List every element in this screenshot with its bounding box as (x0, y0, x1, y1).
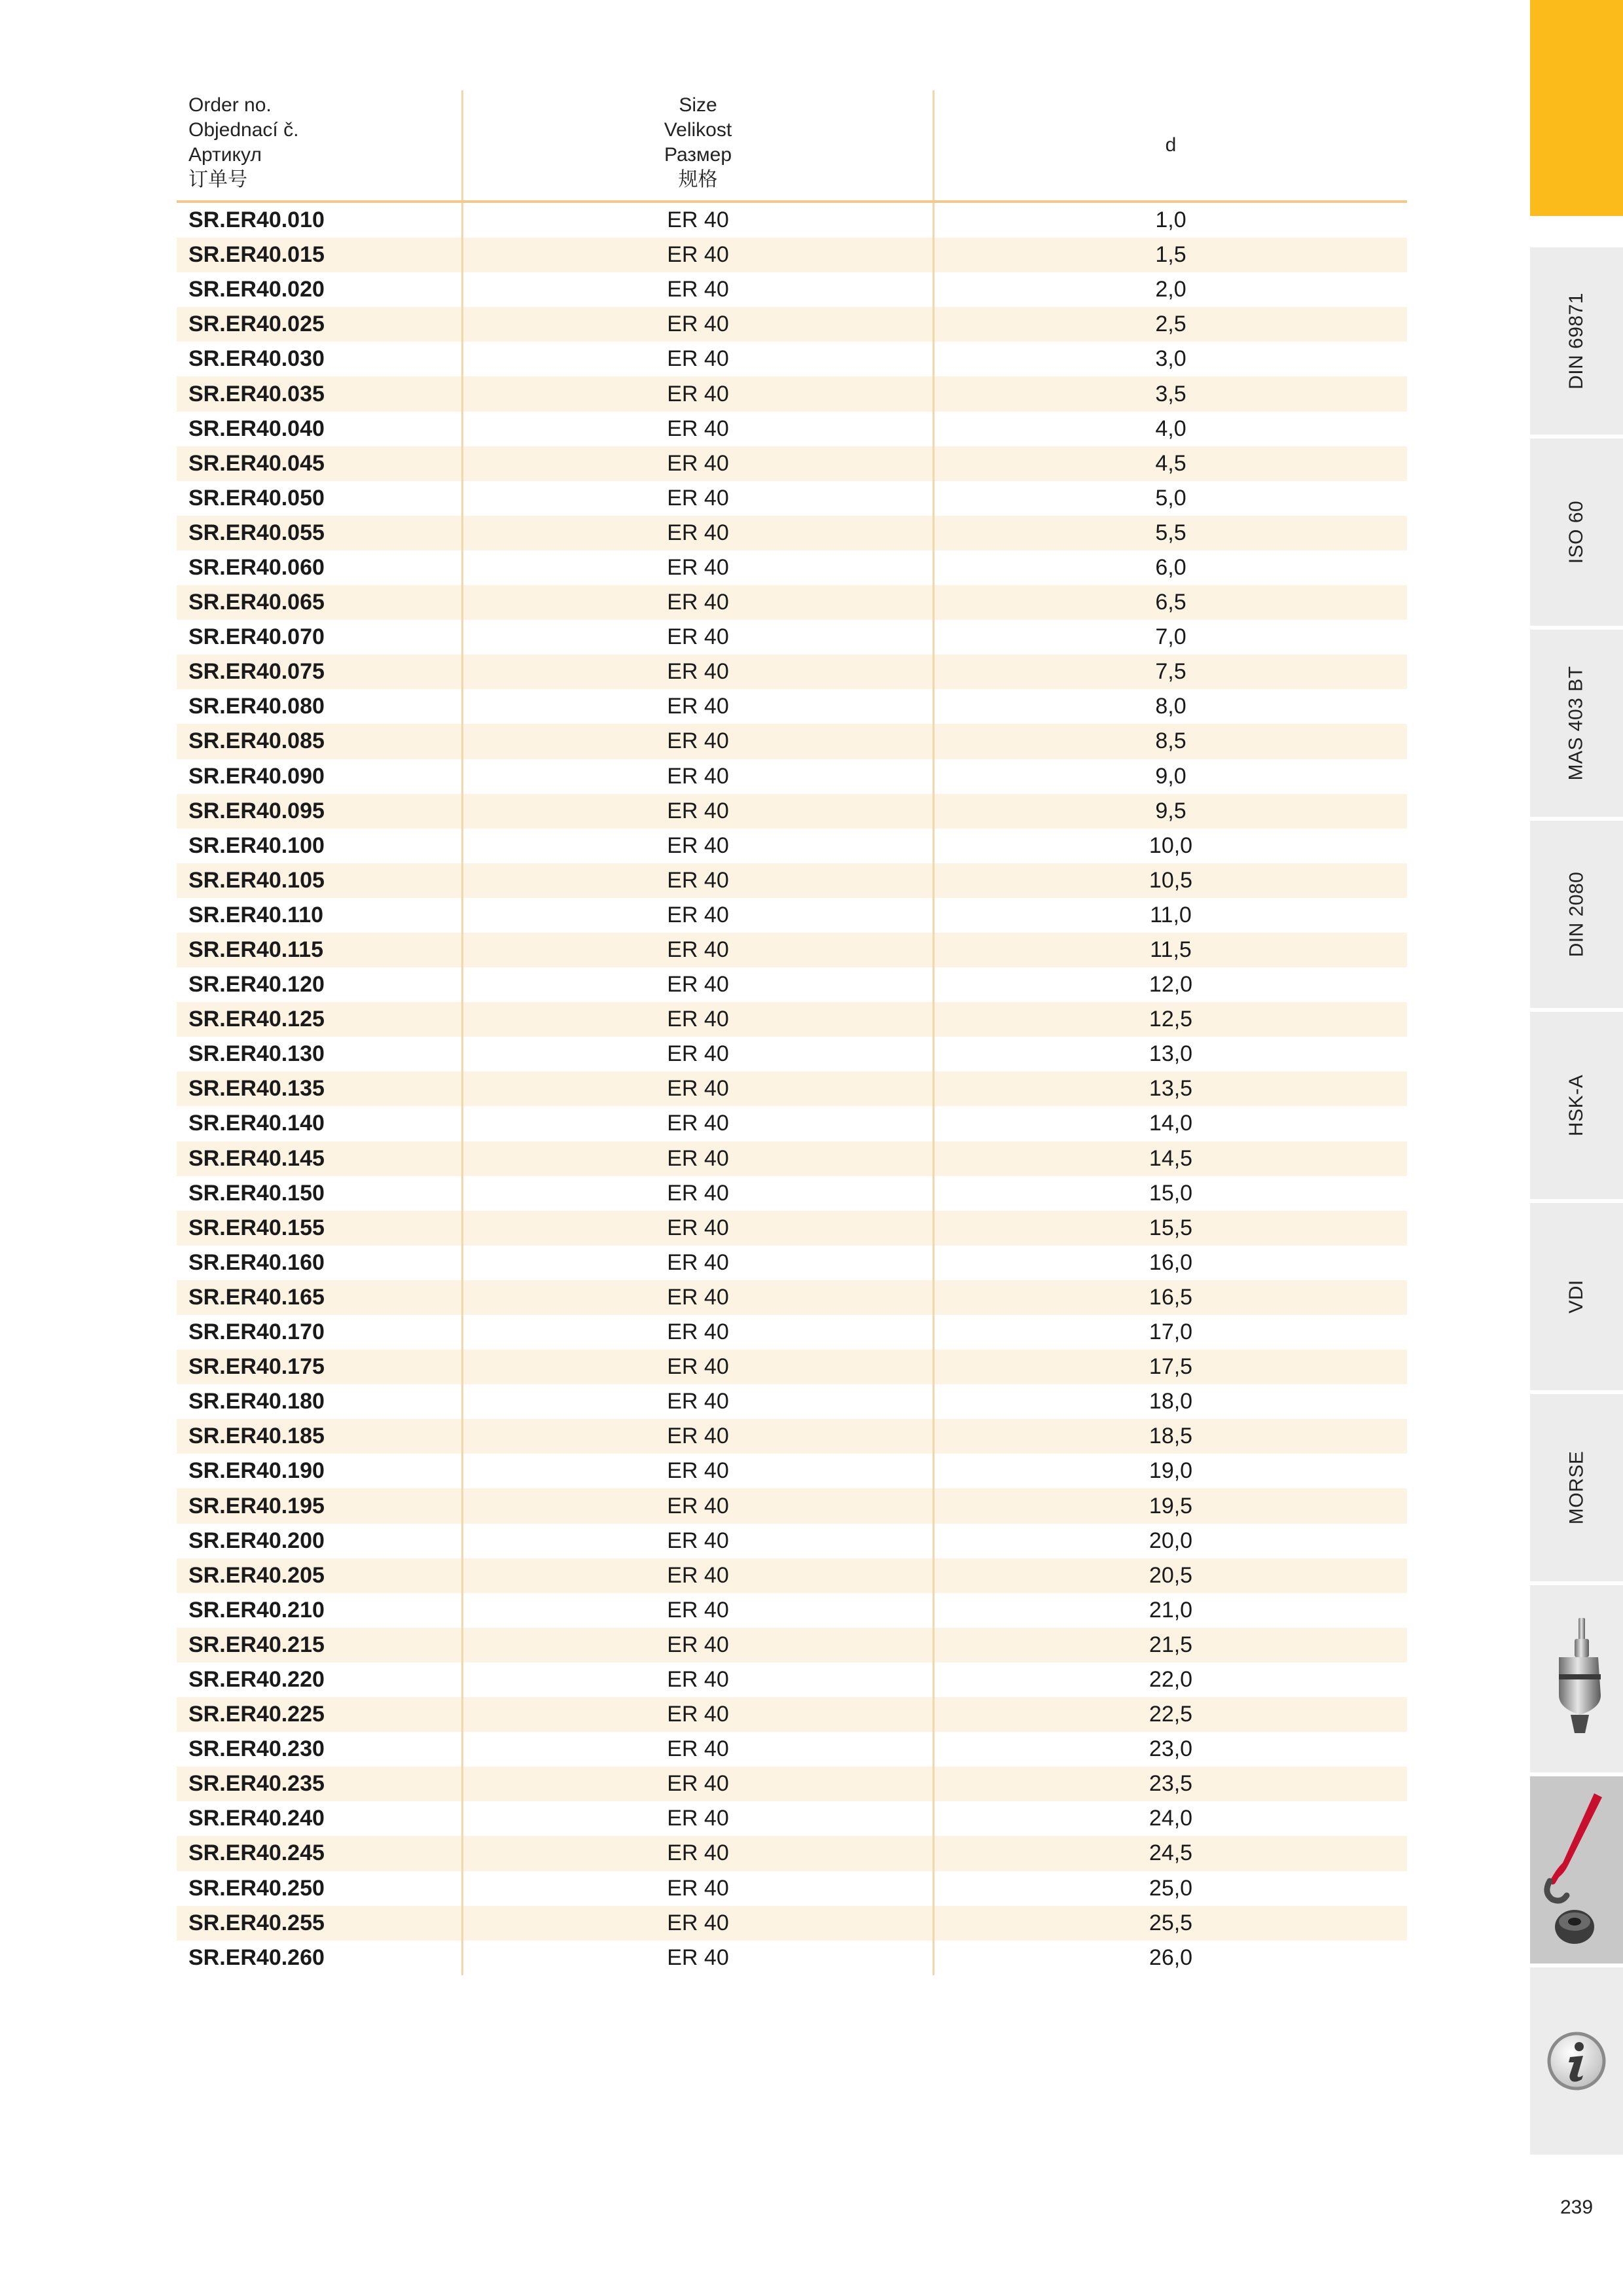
order-no-cell: SR.ER40.250 (177, 1871, 463, 1906)
table-row (177, 1002, 1407, 1037)
order-no-cell: SR.ER40.190 (177, 1454, 463, 1488)
table-body (177, 203, 1407, 1975)
order-no-cell: SR.ER40.170 (177, 1315, 463, 1350)
size-cell: ER 40 (463, 829, 935, 863)
table-row (177, 585, 1407, 620)
table-row (177, 794, 1407, 829)
size-cell: ER 40 (463, 863, 935, 898)
order-no-cell: SR.ER40.185 (177, 1419, 463, 1454)
size-cell: ER 40 (463, 1906, 935, 1941)
diameter-cell: 4,0 (1155, 416, 1186, 441)
size-cell: ER 40 (463, 1628, 935, 1662)
diameter-cell: 23,5 (1149, 1771, 1193, 1797)
order-no-cell: SR.ER40.115 (177, 933, 463, 967)
header-order-no: Order no. Objednací č. Артикул 订单号 (177, 90, 463, 200)
size-cell: ER 40 (463, 1871, 935, 1906)
table-row (177, 238, 1407, 272)
table-row (177, 516, 1407, 550)
order-no-cell: SR.ER40.210 (177, 1593, 463, 1628)
diameter-cell: 11,0 (1150, 902, 1192, 927)
order-no-cell: SR.ER40.235 (177, 1767, 463, 1801)
order-no-cell: SR.ER40.140 (177, 1106, 463, 1141)
size-cell: ER 40 (463, 1697, 935, 1732)
table-row (177, 1628, 1407, 1662)
order-no-cell: SR.ER40.200 (177, 1524, 463, 1558)
order-no-cell: SR.ER40.150 (177, 1176, 463, 1211)
size-cell: ER 40 (463, 1141, 935, 1176)
table-row (177, 1454, 1407, 1488)
size-cell: ER 40 (463, 655, 935, 689)
diameter-cell: 5,0 (1155, 485, 1186, 511)
size-cell: ER 40 (463, 933, 935, 967)
order-no-cell: SR.ER40.065 (177, 585, 463, 620)
size-cell: ER 40 (463, 1350, 935, 1384)
diameter-cell: 26,0 (1149, 1945, 1193, 1970)
table-row (177, 1697, 1407, 1732)
table-row (177, 1037, 1407, 1071)
size-cell: ER 40 (463, 1836, 935, 1871)
diameter-cell: 25,5 (1149, 1910, 1193, 1935)
table-row (177, 1662, 1407, 1697)
size-cell: ER 40 (463, 446, 935, 481)
table-row (177, 550, 1407, 585)
diameter-cell: 7,0 (1155, 624, 1186, 650)
section-sidebar (1530, 0, 1623, 2155)
order-no-cell: SR.ER40.085 (177, 724, 463, 759)
diameter-cell: 22,0 (1149, 1666, 1193, 1692)
size-cell: ER 40 (463, 481, 935, 516)
order-no-cell: SR.ER40.145 (177, 1141, 463, 1176)
header-d: d (1165, 134, 1177, 156)
tab-hsk-a[interactable]: HSK-A (1530, 1012, 1623, 1199)
size-cell: ER 40 (463, 620, 935, 655)
table-row (177, 1558, 1407, 1593)
diameter-cell: 19,0 (1149, 1458, 1193, 1484)
table-row (177, 1071, 1407, 1106)
table-row (177, 342, 1407, 376)
order-no-cell: SR.ER40.175 (177, 1350, 463, 1384)
sidebar-accent-block (1530, 0, 1623, 216)
size-cell: ER 40 (463, 1801, 935, 1836)
tab-vdi[interactable]: VDI (1530, 1203, 1623, 1390)
order-no-cell: SR.ER40.240 (177, 1801, 463, 1836)
diameter-cell: 1,5 (1155, 242, 1186, 268)
diameter-cell: 24,0 (1149, 1806, 1193, 1831)
diameter-cell: 20,5 (1149, 1562, 1193, 1588)
tab-mas-403-bt[interactable]: MAS 403 BT (1530, 630, 1623, 817)
order-no-cell: SR.ER40.035 (177, 376, 463, 411)
table-row (177, 1767, 1407, 1801)
order-no-cell: SR.ER40.030 (177, 342, 463, 376)
size-cell: ER 40 (463, 724, 935, 759)
table-row (177, 1176, 1407, 1211)
order-no-cell: SR.ER40.205 (177, 1558, 463, 1593)
table-row (177, 689, 1407, 724)
diameter-cell: 10,5 (1149, 867, 1193, 893)
order-no-cell: SR.ER40.160 (177, 1246, 463, 1280)
size-cell: ER 40 (463, 342, 935, 376)
diameter-cell: 14,5 (1149, 1145, 1193, 1171)
diameter-cell: 20,0 (1149, 1528, 1193, 1553)
table-row (177, 1941, 1407, 1975)
table-row (177, 863, 1407, 898)
table-row (177, 898, 1407, 933)
drill-chuck-icon (1547, 1617, 1606, 1741)
order-no-cell: SR.ER40.135 (177, 1071, 463, 1106)
diameter-cell: 15,5 (1149, 1215, 1193, 1240)
table-row (177, 1488, 1407, 1523)
order-no-cell: SR.ER40.040 (177, 412, 463, 446)
diameter-cell: 5,5 (1155, 520, 1186, 545)
tab-morse[interactable]: MORSE (1530, 1394, 1623, 1581)
size-cell: ER 40 (463, 1732, 935, 1767)
diameter-cell: 19,5 (1149, 1493, 1193, 1518)
diameter-cell: 1,0 (1155, 207, 1186, 233)
size-cell: ER 40 (463, 1002, 935, 1037)
diameter-cell: 24,5 (1149, 1840, 1193, 1866)
tab-iso-60[interactable]: ISO 60 (1530, 439, 1623, 626)
info-icon (1546, 2031, 1607, 2091)
table-row (177, 1524, 1407, 1558)
table-row (177, 307, 1407, 342)
table-row (177, 759, 1407, 794)
size-cell: ER 40 (463, 689, 935, 724)
table-row (177, 1211, 1407, 1246)
table-row (177, 481, 1407, 516)
diameter-cell: 21,0 (1149, 1597, 1193, 1623)
size-cell: ER 40 (463, 1593, 935, 1628)
diameter-cell: 9,5 (1155, 798, 1186, 823)
tab-information[interactable] (1530, 1967, 1623, 2155)
size-cell: ER 40 (463, 967, 935, 1002)
size-cell: ER 40 (463, 203, 935, 238)
size-cell: ER 40 (463, 898, 935, 933)
diameter-cell: 11,5 (1150, 937, 1192, 963)
size-cell: ER 40 (463, 1246, 935, 1280)
diameter-cell: 23,0 (1149, 1736, 1193, 1762)
size-cell: ER 40 (463, 1106, 935, 1141)
diameter-cell: 18,5 (1149, 1424, 1193, 1449)
table-row (177, 1906, 1407, 1941)
diameter-cell: 16,5 (1149, 1284, 1193, 1310)
diameter-cell: 9,0 (1155, 763, 1186, 789)
diameter-cell: 2,5 (1155, 312, 1186, 337)
order-no-cell: SR.ER40.095 (177, 794, 463, 829)
table-row (177, 620, 1407, 655)
order-no-cell: SR.ER40.050 (177, 481, 463, 516)
size-cell: ER 40 (463, 1211, 935, 1246)
size-cell: ER 40 (463, 585, 935, 620)
table-row (177, 724, 1407, 759)
table-row (177, 376, 1407, 411)
diameter-cell: 3,5 (1155, 381, 1186, 406)
diameter-cell: 18,0 (1149, 1389, 1193, 1414)
table-row (177, 1141, 1407, 1176)
size-cell: ER 40 (463, 794, 935, 829)
order-no-cell: SR.ER40.180 (177, 1384, 463, 1419)
order-no-cell: SR.ER40.075 (177, 655, 463, 689)
diameter-cell: 13,5 (1149, 1076, 1193, 1102)
order-no-cell: SR.ER40.165 (177, 1280, 463, 1315)
size-cell: ER 40 (463, 1419, 935, 1454)
size-cell: ER 40 (463, 1941, 935, 1975)
order-no-cell: SR.ER40.130 (177, 1037, 463, 1071)
diameter-cell: 13,0 (1149, 1041, 1193, 1067)
table-row (177, 1419, 1407, 1454)
diameter-cell: 12,5 (1149, 1007, 1193, 1032)
order-no-cell: SR.ER40.015 (177, 238, 463, 272)
size-cell: ER 40 (463, 516, 935, 550)
order-no-cell: SR.ER40.070 (177, 620, 463, 655)
size-cell: ER 40 (463, 1280, 935, 1315)
order-no-cell: SR.ER40.100 (177, 829, 463, 863)
table-row (177, 1801, 1407, 1836)
order-no-cell: SR.ER40.110 (177, 898, 463, 933)
size-cell: ER 40 (463, 1454, 935, 1488)
order-no-cell: SR.ER40.060 (177, 550, 463, 585)
order-no-cell: SR.ER40.020 (177, 272, 463, 307)
table-row (177, 1732, 1407, 1767)
diameter-cell: 7,5 (1155, 659, 1186, 685)
order-no-cell: SR.ER40.105 (177, 863, 463, 898)
size-cell: ER 40 (463, 1767, 935, 1801)
size-cell: ER 40 (463, 1488, 935, 1523)
header-size: Size Velikost Размер 规格 (463, 90, 935, 200)
size-cell: ER 40 (463, 550, 935, 585)
size-cell: ER 40 (463, 1558, 935, 1593)
order-no-cell: SR.ER40.045 (177, 446, 463, 481)
order-no-cell: SR.ER40.220 (177, 1662, 463, 1697)
order-no-cell: SR.ER40.025 (177, 307, 463, 342)
size-cell: ER 40 (463, 1315, 935, 1350)
diameter-cell: 17,0 (1149, 1319, 1193, 1345)
table-row (177, 1106, 1407, 1141)
wrench-and-collet-icon (1541, 1788, 1613, 1952)
diameter-cell: 15,0 (1149, 1180, 1193, 1206)
table-row (177, 1280, 1407, 1315)
diameter-cell: 21,5 (1149, 1632, 1193, 1657)
order-no-cell: SR.ER40.120 (177, 967, 463, 1002)
size-cell: ER 40 (463, 307, 935, 342)
tab-drill-chucks[interactable] (1530, 1585, 1623, 1772)
order-no-cell: SR.ER40.125 (177, 1002, 463, 1037)
size-cell: ER 40 (463, 376, 935, 411)
diameter-cell: 3,0 (1155, 346, 1186, 372)
order-no-cell: SR.ER40.080 (177, 689, 463, 724)
product-table (177, 90, 1407, 1975)
table-row (177, 446, 1407, 481)
size-cell: ER 40 (463, 238, 935, 272)
table-row (177, 655, 1407, 689)
table-row (177, 829, 1407, 863)
tab-din-2080[interactable]: DIN 2080 (1530, 821, 1623, 1008)
order-no-cell: SR.ER40.055 (177, 516, 463, 550)
table-row (177, 1384, 1407, 1419)
diameter-cell: 10,0 (1149, 833, 1193, 858)
table-row (177, 933, 1407, 967)
order-no-cell: SR.ER40.230 (177, 1732, 463, 1767)
diameter-cell: 6,0 (1155, 554, 1186, 580)
diameter-cell: 6,5 (1155, 590, 1186, 615)
diameter-cell: 8,5 (1155, 728, 1186, 754)
order-no-cell: SR.ER40.155 (177, 1211, 463, 1246)
order-no-cell: SR.ER40.195 (177, 1488, 463, 1523)
size-cell: ER 40 (463, 412, 935, 446)
table-row (177, 1593, 1407, 1628)
size-cell: ER 40 (463, 1071, 935, 1106)
table-header (177, 90, 1407, 203)
tab-din-69871[interactable]: DIN 69871 (1530, 247, 1623, 435)
size-cell: ER 40 (463, 1176, 935, 1211)
diameter-cell: 8,0 (1155, 694, 1186, 719)
table-row (177, 1246, 1407, 1280)
table-row (177, 412, 1407, 446)
order-no-cell: SR.ER40.260 (177, 1941, 463, 1975)
order-no-cell: SR.ER40.010 (177, 203, 463, 238)
order-no-cell: SR.ER40.090 (177, 759, 463, 794)
table-row (177, 272, 1407, 307)
table-row (177, 1836, 1407, 1871)
size-cell: ER 40 (463, 1524, 935, 1558)
table-row (177, 1315, 1407, 1350)
order-no-cell: SR.ER40.245 (177, 1836, 463, 1871)
tab-collets-and-wrenches[interactable] (1530, 1776, 1623, 1964)
diameter-cell: 16,0 (1149, 1249, 1193, 1275)
diameter-cell: 12,0 (1149, 972, 1193, 997)
size-cell: ER 40 (463, 1384, 935, 1419)
table-row (177, 1350, 1407, 1384)
order-no-cell: SR.ER40.215 (177, 1628, 463, 1662)
diameter-cell: 14,0 (1149, 1111, 1193, 1136)
size-cell: ER 40 (463, 1662, 935, 1697)
table-row (177, 967, 1407, 1002)
table-row (177, 1871, 1407, 1906)
size-cell: ER 40 (463, 1037, 935, 1071)
diameter-cell: 2,0 (1155, 277, 1186, 302)
diameter-cell: 4,5 (1155, 450, 1186, 476)
diameter-cell: 25,0 (1149, 1875, 1193, 1901)
size-cell: ER 40 (463, 759, 935, 794)
diameter-cell: 17,5 (1149, 1354, 1193, 1380)
order-no-cell: SR.ER40.255 (177, 1906, 463, 1941)
diameter-cell: 22,5 (1149, 1702, 1193, 1727)
table-row (177, 203, 1407, 238)
page-number: 239 (1560, 2197, 1594, 2218)
size-cell: ER 40 (463, 272, 935, 307)
order-no-cell: SR.ER40.225 (177, 1697, 463, 1732)
